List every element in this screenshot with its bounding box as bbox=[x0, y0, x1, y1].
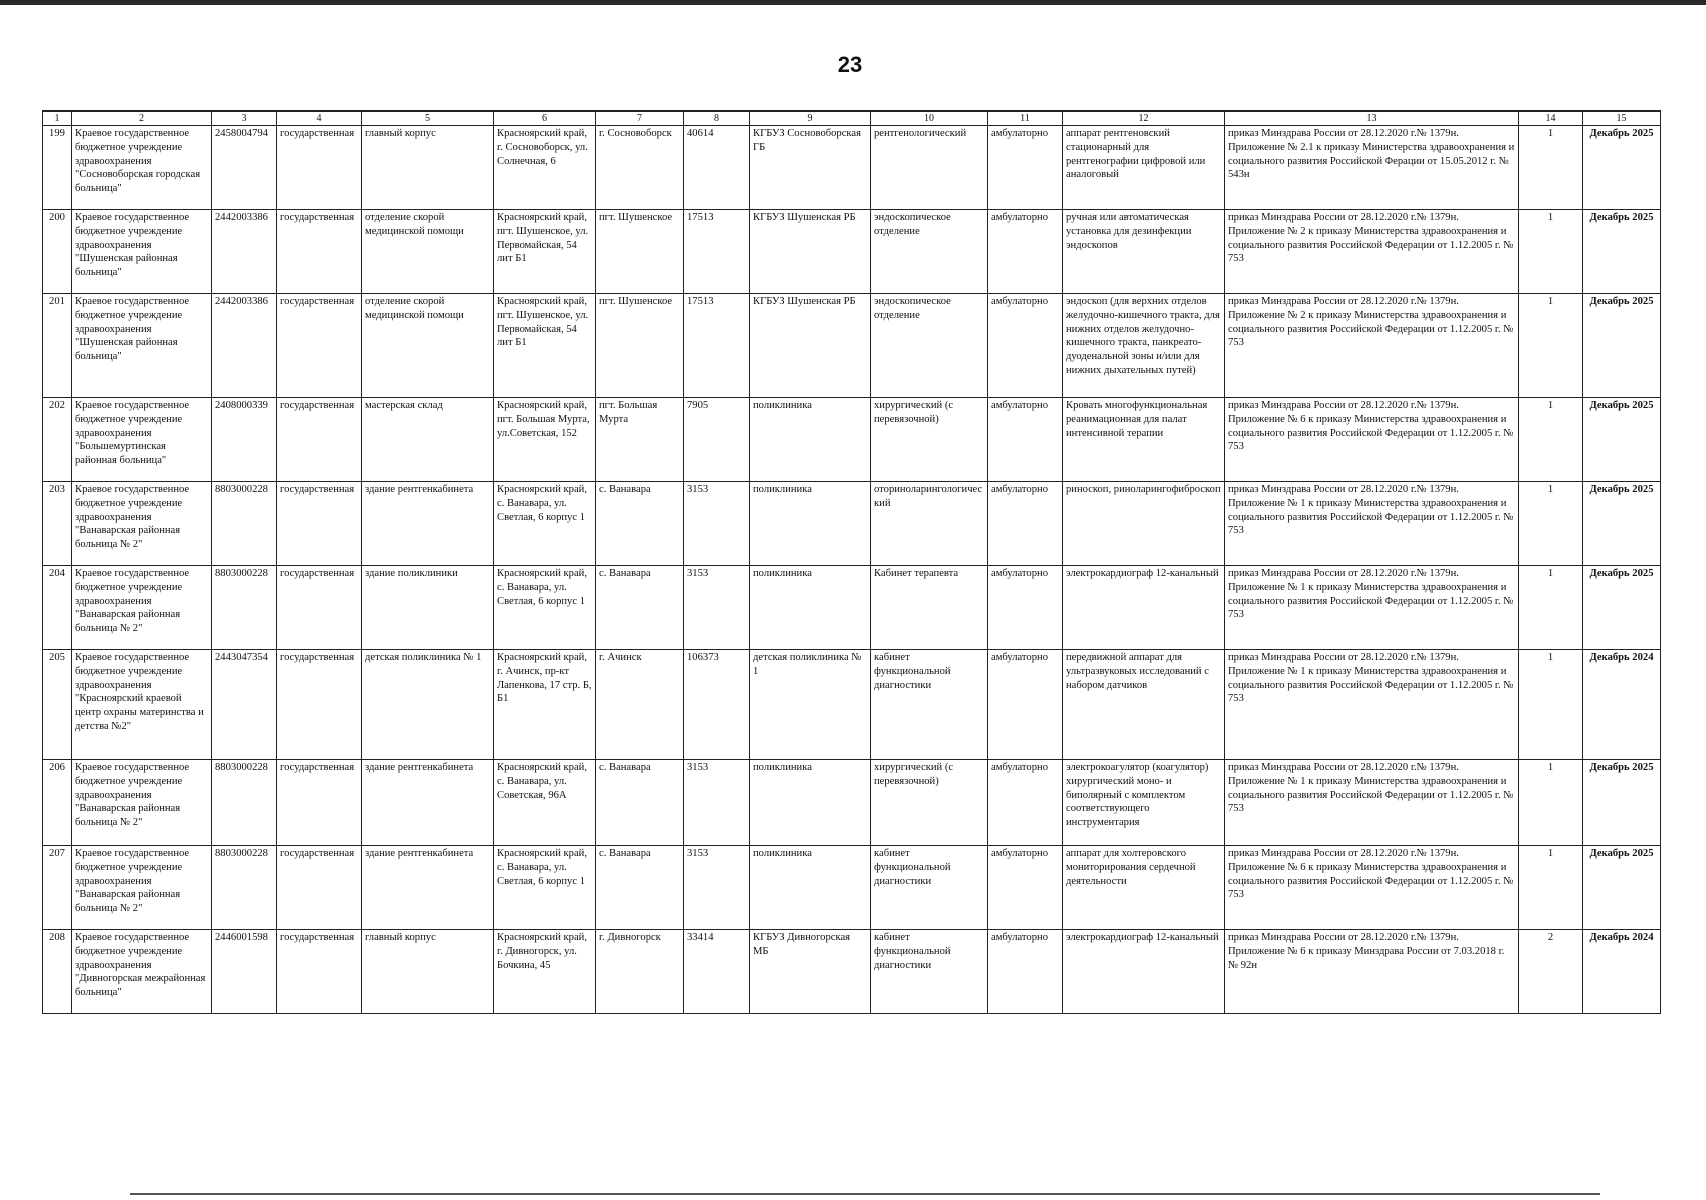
table-row bbox=[43, 650, 1661, 760]
care-type-cell: амбулаторно bbox=[988, 566, 1063, 650]
address-cell: Красноярский край, пгт. Шушенское, ул. Первомайская, 54 лит Б1 bbox=[494, 294, 596, 398]
column-header: 11 bbox=[988, 111, 1063, 126]
table-body bbox=[43, 126, 1661, 1014]
inn-code-cell: 8803000228 bbox=[212, 760, 277, 846]
equipment-name-cell: передвижной аппарат для ультразвуковых исследований с набором датчиков bbox=[1063, 650, 1225, 760]
department-cell: оториноларингологический bbox=[871, 482, 988, 566]
equipment-name-cell: риноскоп, риноларингофиброскоп bbox=[1063, 482, 1225, 566]
address-cell: Красноярский край, с. Ванавара, ул. Светлая, 6 корпус 1 bbox=[494, 482, 596, 566]
delivery-date-cell: Декабрь 2025 bbox=[1583, 294, 1661, 398]
ownership-form-cell: государственная bbox=[277, 846, 362, 930]
facility-unit-cell: детская поликлиника № 1 bbox=[750, 650, 871, 760]
row-number-cell: 205 bbox=[43, 650, 72, 760]
bottom-border bbox=[130, 1193, 1600, 1195]
building-name-cell: отделение скорой медицинской помощи bbox=[362, 210, 494, 294]
equipment-name-cell: аппарат для холтеровского мониторирования сердечной деятельности bbox=[1063, 846, 1225, 930]
equipment-name-cell: электрокоагулятор (коагулятор) хирургический моно- и биполярный с комплектом соответствующего инструментария bbox=[1063, 760, 1225, 846]
population-cell: 7905 bbox=[684, 398, 750, 482]
table-row bbox=[43, 482, 1661, 566]
ownership-form-cell: государственная bbox=[277, 482, 362, 566]
delivery-date-cell: Декабрь 2025 bbox=[1583, 210, 1661, 294]
equipment-name-cell: аппарат рентгеновский стационарный для рентгенографии цифровой или аналоговый bbox=[1063, 126, 1225, 210]
organization-name-cell: Краевое государственное бюджетное учреждение здравоохранения "Большемуртинская районная больница" bbox=[72, 398, 212, 482]
column-header: 3 bbox=[212, 111, 277, 126]
department-cell: хирургический (с перевязочной) bbox=[871, 760, 988, 846]
locality-cell: пгт. Шушенское bbox=[596, 294, 684, 398]
locality-cell: пгт. Шушенское bbox=[596, 210, 684, 294]
delivery-date-cell: Декабрь 2025 bbox=[1583, 846, 1661, 930]
organization-name-cell: Краевое государственное бюджетное учреждение здравоохранения "Шушенская районная больница" bbox=[72, 210, 212, 294]
regulatory-order-cell: приказ Минздрава России от 28.12.2020 г.№ 1379н. Приложение № 1 к приказу Министерства здравоохранения и социального развития Российской Федерации от 1.12.2005 г. № 753 bbox=[1225, 650, 1519, 760]
column-header: 2 bbox=[72, 111, 212, 126]
facility-unit-cell: поликлиника bbox=[750, 398, 871, 482]
row-number-cell: 200 bbox=[43, 210, 72, 294]
locality-cell: с. Ванавара bbox=[596, 482, 684, 566]
facility-unit-cell: поликлиника bbox=[750, 846, 871, 930]
population-cell: 33414 bbox=[684, 930, 750, 1014]
table-row bbox=[43, 294, 1661, 398]
quantity-cell: 2 bbox=[1519, 930, 1583, 1014]
ownership-form-cell: государственная bbox=[277, 210, 362, 294]
table-row bbox=[43, 566, 1661, 650]
population-cell: 17513 bbox=[684, 210, 750, 294]
facility-unit-cell: поликлиника bbox=[750, 566, 871, 650]
regulatory-order-cell: приказ Минздрава России от 28.12.2020 г.№ 1379н. Приложение № 2 к приказу Министерства здравоохранения и социального развития Российской Федерации от 1.12.2005 г. № 753 bbox=[1225, 210, 1519, 294]
delivery-date-cell: Декабрь 2024 bbox=[1583, 930, 1661, 1014]
column-header: 6 bbox=[494, 111, 596, 126]
equipment-name-cell: электрокардиограф 12-канальный bbox=[1063, 566, 1225, 650]
department-cell: кабинет функциональной диагностики bbox=[871, 846, 988, 930]
population-cell: 3153 bbox=[684, 760, 750, 846]
facility-unit-cell: поликлиника bbox=[750, 760, 871, 846]
care-type-cell: амбулаторно bbox=[988, 210, 1063, 294]
facility-unit-cell: КГБУЗ Дивногорская МБ bbox=[750, 930, 871, 1014]
population-cell: 3153 bbox=[684, 482, 750, 566]
locality-cell: с. Ванавара bbox=[596, 566, 684, 650]
department-cell: эндоскопическое отделение bbox=[871, 210, 988, 294]
inn-code-cell: 2442003386 bbox=[212, 294, 277, 398]
quantity-cell: 1 bbox=[1519, 126, 1583, 210]
quantity-cell: 1 bbox=[1519, 846, 1583, 930]
column-header: 12 bbox=[1063, 111, 1225, 126]
building-name-cell: отделение скорой медицинской помощи bbox=[362, 294, 494, 398]
delivery-date-cell: Декабрь 2025 bbox=[1583, 126, 1661, 210]
regulatory-order-cell: приказ Минздрава России от 28.12.2020 г.№ 1379н. Приложение № 1 к приказу Министерства здравоохранения и социального развития Российской Федерации от 1.12.2005 г. № 753 bbox=[1225, 760, 1519, 846]
building-name-cell: здание рентгенкабинета bbox=[362, 846, 494, 930]
table-row bbox=[43, 846, 1661, 930]
column-header: 4 bbox=[277, 111, 362, 126]
quantity-cell: 1 bbox=[1519, 566, 1583, 650]
organization-name-cell: Краевое государственное бюджетное учреждение здравоохранения "Ванаварская районная больница № 2" bbox=[72, 482, 212, 566]
ownership-form-cell: государственная bbox=[277, 930, 362, 1014]
row-number-cell: 202 bbox=[43, 398, 72, 482]
equipment-name-cell: Кровать многофункциональная реанимационная для палат интенсивной терапии bbox=[1063, 398, 1225, 482]
locality-cell: г. Ачинск bbox=[596, 650, 684, 760]
quantity-cell: 1 bbox=[1519, 760, 1583, 846]
population-cell: 3153 bbox=[684, 846, 750, 930]
equipment-name-cell: эндоскоп (для верхних отделов желудочно-кишечного тракта, для нижних отделов желудочно-кишечного тракта, панкреато-дуоденальной зоны и/или для нижних дыхательных путей) bbox=[1063, 294, 1225, 398]
row-number-cell: 201 bbox=[43, 294, 72, 398]
organization-name-cell: Краевое государственное бюджетное учреждение здравоохранения "Шушенская районная больница" bbox=[72, 294, 212, 398]
quantity-cell: 1 bbox=[1519, 294, 1583, 398]
address-cell: Красноярский край, г. Ачинск, пр-кт Лапенкова, 17 стр. Б, Б1 bbox=[494, 650, 596, 760]
organization-name-cell: Краевое государственное бюджетное учреждение здравоохранения "Дивногорская межрайонная больница" bbox=[72, 930, 212, 1014]
equipment-register-table bbox=[42, 110, 1661, 1014]
care-type-cell: амбулаторно bbox=[988, 126, 1063, 210]
row-number-cell: 199 bbox=[43, 126, 72, 210]
inn-code-cell: 2446001598 bbox=[212, 930, 277, 1014]
organization-name-cell: Краевое государственное бюджетное учреждение здравоохранения "Красноярский краевой центр охраны материнства и детства №2" bbox=[72, 650, 212, 760]
ownership-form-cell: государственная bbox=[277, 126, 362, 210]
locality-cell: г. Сосновоборск bbox=[596, 126, 684, 210]
inn-code-cell: 8803000228 bbox=[212, 566, 277, 650]
care-type-cell: амбулаторно bbox=[988, 482, 1063, 566]
regulatory-order-cell: приказ Минздрава России от 28.12.2020 г.№ 1379н. Приложение № 2 к приказу Министерства здравоохранения и социального развития Российской Федерации от 1.12.2005 г. № 753 bbox=[1225, 294, 1519, 398]
inn-code-cell: 2458004794 bbox=[212, 126, 277, 210]
building-name-cell: здание рентгенкабинета bbox=[362, 482, 494, 566]
care-type-cell: амбулаторно bbox=[988, 398, 1063, 482]
ownership-form-cell: государственная bbox=[277, 650, 362, 760]
column-header: 13 bbox=[1225, 111, 1519, 126]
population-cell: 3153 bbox=[684, 566, 750, 650]
inn-code-cell: 2443047354 bbox=[212, 650, 277, 760]
inn-code-cell: 2442003386 bbox=[212, 210, 277, 294]
department-cell: кабинет функциональной диагностики bbox=[871, 650, 988, 760]
organization-name-cell: Краевое государственное бюджетное учреждение здравоохранения "Ванаварская районная больница № 2" bbox=[72, 566, 212, 650]
population-cell: 40614 bbox=[684, 126, 750, 210]
facility-unit-cell: КГБУЗ Сосновоборская ГБ bbox=[750, 126, 871, 210]
organization-name-cell: Краевое государственное бюджетное учреждение здравоохранения "Сосновоборская городская больница" bbox=[72, 126, 212, 210]
address-cell: Красноярский край, пгт. Шушенское, ул. Первомайская, 54 лит Б1 bbox=[494, 210, 596, 294]
inn-code-cell: 8803000228 bbox=[212, 846, 277, 930]
column-header: 5 bbox=[362, 111, 494, 126]
address-cell: Красноярский край, г. Сосновоборск, ул. Солнечная, 6 bbox=[494, 126, 596, 210]
care-type-cell: амбулаторно bbox=[988, 930, 1063, 1014]
delivery-date-cell: Декабрь 2025 bbox=[1583, 398, 1661, 482]
row-number-cell: 204 bbox=[43, 566, 72, 650]
page-number: 23 bbox=[837, 52, 863, 77]
column-header: 7 bbox=[596, 111, 684, 126]
building-name-cell: детская поликлиника № 1 bbox=[362, 650, 494, 760]
locality-cell: пгт. Большая Мурта bbox=[596, 398, 684, 482]
address-cell: Красноярский край, пгт. Большая Мурта, ул.Советская, 152 bbox=[494, 398, 596, 482]
address-cell: Красноярский край, г. Дивногорск, ул. Бочкина, 45 bbox=[494, 930, 596, 1014]
row-number-cell: 206 bbox=[43, 760, 72, 846]
organization-name-cell: Краевое государственное бюджетное учреждение здравоохранения "Ванаварская районная больница № 2" bbox=[72, 846, 212, 930]
facility-unit-cell: КГБУЗ Шушенская РБ bbox=[750, 294, 871, 398]
locality-cell: с. Ванавара bbox=[596, 846, 684, 930]
table-row bbox=[43, 210, 1661, 294]
delivery-date-cell: Декабрь 2025 bbox=[1583, 566, 1661, 650]
building-name-cell: главный корпус bbox=[362, 126, 494, 210]
address-cell: Красноярский край, с. Ванавара, ул. Светлая, 6 корпус 1 bbox=[494, 846, 596, 930]
quantity-cell: 1 bbox=[1519, 210, 1583, 294]
facility-unit-cell: КГБУЗ Шушенская РБ bbox=[750, 210, 871, 294]
department-cell: рентгенологический bbox=[871, 126, 988, 210]
column-header: 15 bbox=[1583, 111, 1661, 126]
column-header: 10 bbox=[871, 111, 988, 126]
regulatory-order-cell: приказ Минздрава России от 28.12.2020 г.№ 1379н. Приложение № 6 к приказу Министерства здравоохранения и социального развития Российской Федерации от 1.12.2005 г. № 753 bbox=[1225, 398, 1519, 482]
address-cell: Красноярский край, с. Ванавара, ул. Светлая, 6 корпус 1 bbox=[494, 566, 596, 650]
organization-name-cell: Краевое государственное бюджетное учреждение здравоохранения "Ванаварская районная больница № 2" bbox=[72, 760, 212, 846]
quantity-cell: 1 bbox=[1519, 482, 1583, 566]
department-cell: хирургический (с перевязочной) bbox=[871, 398, 988, 482]
population-cell: 17513 bbox=[684, 294, 750, 398]
ownership-form-cell: государственная bbox=[277, 294, 362, 398]
building-name-cell: главный корпус bbox=[362, 930, 494, 1014]
table-row bbox=[43, 126, 1661, 210]
care-type-cell: амбулаторно bbox=[988, 760, 1063, 846]
building-name-cell: мастерская склад bbox=[362, 398, 494, 482]
address-cell: Красноярский край, с. Ванавара, ул. Советская, 96А bbox=[494, 760, 596, 846]
delivery-date-cell: Декабрь 2025 bbox=[1583, 482, 1661, 566]
regulatory-order-cell: приказ Минздрава России от 28.12.2020 г.№ 1379н. Приложение № 6 к приказу Министерства здравоохранения и социального развития Российской Федерации от 1.12.2005 г. № 753 bbox=[1225, 846, 1519, 930]
department-cell: Кабинет терапевта bbox=[871, 566, 988, 650]
equipment-name-cell: электрокардиограф 12-канальный bbox=[1063, 930, 1225, 1014]
quantity-cell: 1 bbox=[1519, 398, 1583, 482]
regulatory-order-cell: приказ Минздрава России от 28.12.2020 г.№ 1379н. Приложение № 1 к приказу Министерства здравоохранения и социального развития Российской Федерации от 1.12.2005 г. № 753 bbox=[1225, 482, 1519, 566]
table-row bbox=[43, 760, 1661, 846]
inn-code-cell: 8803000228 bbox=[212, 482, 277, 566]
column-header: 14 bbox=[1519, 111, 1583, 126]
care-type-cell: амбулаторно bbox=[988, 650, 1063, 760]
quantity-cell: 1 bbox=[1519, 650, 1583, 760]
regulatory-order-cell: приказ Минздрава России от 28.12.2020 г.№ 1379н. Приложение № 6 к приказу Минздрава России от 7.03.2018 г. № 92н bbox=[1225, 930, 1519, 1014]
care-type-cell: амбулаторно bbox=[988, 846, 1063, 930]
facility-unit-cell: поликлиника bbox=[750, 482, 871, 566]
population-cell: 106373 bbox=[684, 650, 750, 760]
row-number-cell: 208 bbox=[43, 930, 72, 1014]
locality-cell: г. Дивногорск bbox=[596, 930, 684, 1014]
building-name-cell: здание рентгенкабинета bbox=[362, 760, 494, 846]
care-type-cell: амбулаторно bbox=[988, 294, 1063, 398]
ownership-form-cell: государственная bbox=[277, 566, 362, 650]
table-row bbox=[43, 398, 1661, 482]
column-number-row bbox=[43, 111, 1661, 126]
column-header: 1 bbox=[43, 111, 72, 126]
regulatory-order-cell: приказ Минздрава России от 28.12.2020 г.№ 1379н. Приложение № 2.1 к приказу Министерства здравоохранения и социального развития Российской Ферации от 15.05.2012 г. № 543н bbox=[1225, 126, 1519, 210]
department-cell: кабинет функциональной диагностики bbox=[871, 930, 988, 1014]
row-number-cell: 207 bbox=[43, 846, 72, 930]
department-cell: эндоскопическое отделение bbox=[871, 294, 988, 398]
delivery-date-cell: Декабрь 2025 bbox=[1583, 760, 1661, 846]
top-border bbox=[0, 0, 1706, 5]
equipment-name-cell: ручная или автоматическая установка для дезинфекции эндоскопов bbox=[1063, 210, 1225, 294]
inn-code-cell: 2408000339 bbox=[212, 398, 277, 482]
column-header: 8 bbox=[684, 111, 750, 126]
regulatory-order-cell: приказ Минздрава России от 28.12.2020 г.№ 1379н. Приложение № 1 к приказу Министерства здравоохранения и социального развития Российской Федерации от 1.12.2005 г. № 753 bbox=[1225, 566, 1519, 650]
building-name-cell: здание поликлиники bbox=[362, 566, 494, 650]
ownership-form-cell: государственная bbox=[277, 760, 362, 846]
delivery-date-cell: Декабрь 2024 bbox=[1583, 650, 1661, 760]
locality-cell: с. Ванавара bbox=[596, 760, 684, 846]
row-number-cell: 203 bbox=[43, 482, 72, 566]
column-header: 9 bbox=[750, 111, 871, 126]
ownership-form-cell: государственная bbox=[277, 398, 362, 482]
table-row bbox=[43, 930, 1661, 1014]
